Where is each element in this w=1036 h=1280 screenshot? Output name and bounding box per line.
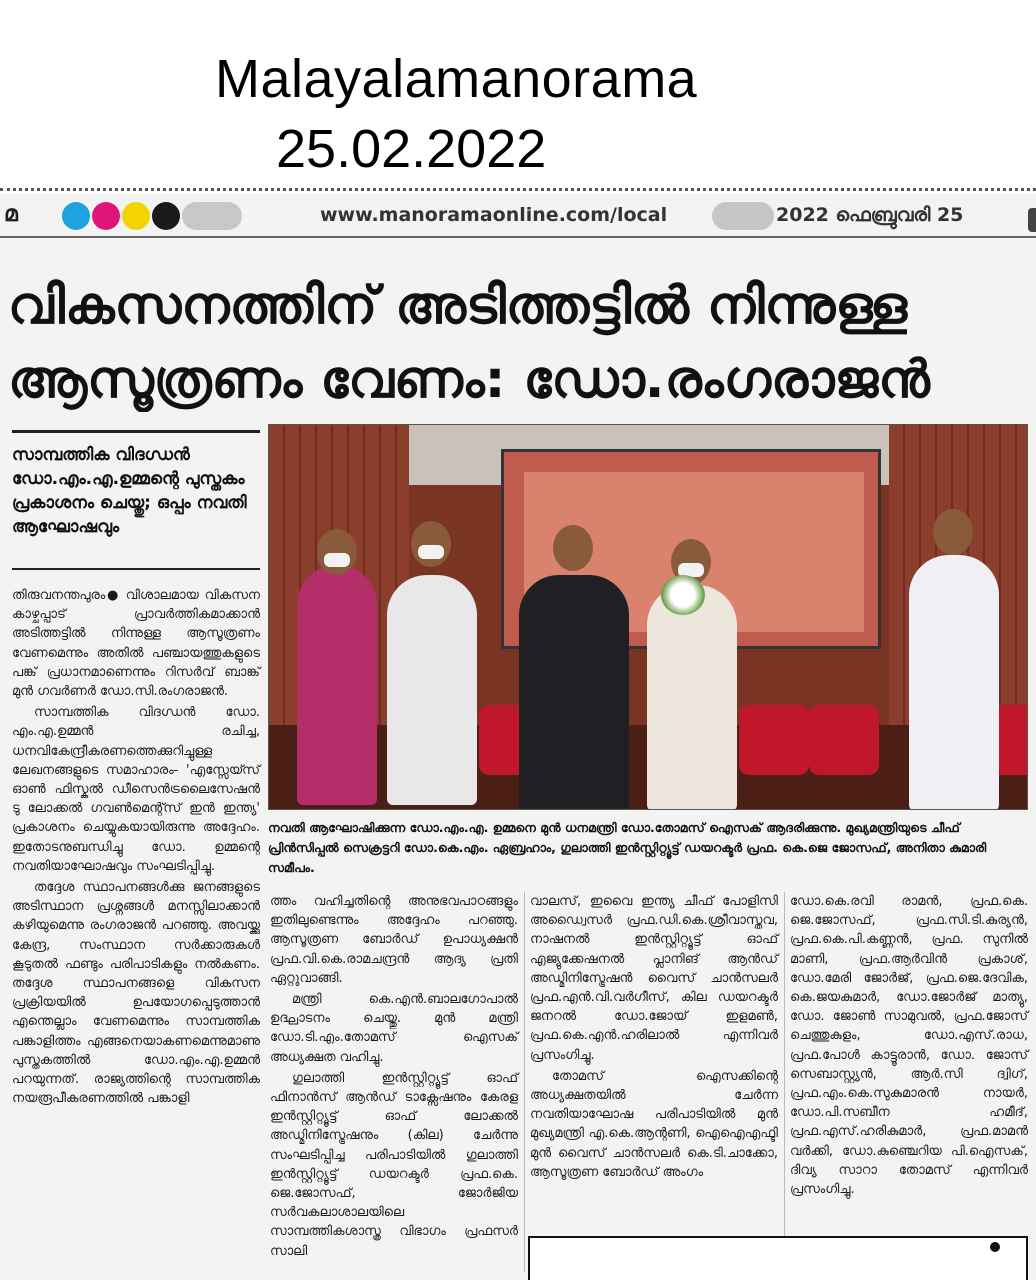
edge-mark bbox=[1028, 208, 1036, 232]
person-head bbox=[317, 529, 357, 575]
event-photo bbox=[268, 424, 1028, 810]
red-chair bbox=[739, 705, 809, 775]
person-man-book bbox=[387, 575, 477, 805]
red-chair bbox=[809, 705, 879, 775]
person-woman bbox=[297, 565, 377, 805]
folio-mark: മ bbox=[4, 202, 18, 227]
registration-dot-black bbox=[152, 202, 180, 230]
headline-line-2: ആസൂത്രണം വേണം: ഡോ.രംഗരാജൻ bbox=[8, 350, 930, 410]
redacted-pill bbox=[712, 202, 774, 230]
article-column-1 bbox=[12, 586, 260, 1110]
paragraph: ത്തം വഹിച്ചതിന്റെ അനുഭവപാഠങ്ങളും ഇതിലുണ്ടെന്നും അദ്ദേഹം പറഞ്ഞു. ആസൂത്രണ ബോർഡ് ഉപാധ്യക്ഷൻ പ്രഫ.വി.കെ.രാമചന്ദ്രൻ ആദ്യ പ്രതി ഏറ്റുവാങ്ങി. bbox=[270, 894, 518, 986]
header-rule bbox=[0, 236, 1036, 238]
page-header-strip bbox=[0, 196, 1036, 236]
paragraph: മന്ത്രി കെ.എൻ.ബാലഗോപാൽ ഉദ്ഘാടനം ചെയ്തു. മുൻ മന്ത്രി ഡോ.ടി.എം.തോമസ് ഐസക് അധ്യക്ഷത വഹിച്ചു. bbox=[270, 992, 518, 1065]
page-date: 2022 ഫെബ്രുവരി 25 bbox=[776, 204, 964, 226]
paragraph: ഡോ.കെ.രവി രാമൻ, പ്രഫ.കെ. ജെ.ജോസഫ്, പ്രഫ.സി.ടി.കുര്യൻ, പ്രഫ.കെ.പി.കണ്ണൻ, പ്രഫ. സുനിൽ മാണി, പ്രഫ.ആർവിൻ പ്രകാശ്, ഡോ.മേരി ജോർജ്, പ്രഫ.ജെ.ദേവിക, കെ.ജയകുമാർ, ഡോ.ജോർജ് മാത്യു, ഡോ. ജോൺ സാമുവൽ, പ്രഫ.ജോസ് ചെത്തുകുളം, ഡോ.എസ്.രാധ, പ്രഫ.പോൾ കാട്ടൂരാൻ, ഡോ. ജോസ് സെബാസ്റ്റ്യൻ, ആർ.സി ദ്വിഗ്, പ്രഫ.എം.കെ.സുകുമാരൻ നായർ, ഡോ.പി.സബീന ഹമീദ്, പ്രഫ.എസ്.ഹരികുമാർ, പ്രഫ.മാമൻ വർക്കി, ഡോ.കുഞ്ചെറിയ പി.ഐസക്, ദിവ്യ സാറാ തോമസ് എന്നിവർ പ്രസംഗിച്ചു. bbox=[790, 894, 1028, 1198]
kicker-box: സാമ്പത്തിക വിദഗ്ധൻ ഡോ.എം.എ.ഉമ്മന്റെ പുസ്തകം പ്രകാശനം ചെയ്തു; ഒപ്പം നവതി ആഘോഷവും bbox=[12, 430, 260, 570]
paragraph: ഗുലാത്തി ഇൻസ്റ്റിറ്റ്യൂട്ട് ഓഫ് ഫിനാൻസ് ആൻഡ് ടാക്സേഷനും കേരള ഇൻസ്റ്റിറ്റ്യൂട്ട് ഓഫ് ലോക്കൽ അഡ്മിനിസ്ട്രേഷനും (കില) ചേർന്നു സംഘടിപ്പിച്ച പരിപാടിയിൽ ഗുലാത്തി ഇൻസ്റ്റിറ്റ്യൂട്ട് ഡയറക്ടർ പ്രഫ.കെ. ജെ.ജോസഫ്, ജോർജിയ സർവകലാശാലയിലെ സാമ്പത്തികശാസ്ത്ര വിഭാഗം പ്രഫസർ സാലി bbox=[270, 1070, 518, 1259]
column-rule bbox=[784, 892, 785, 1272]
face-mask bbox=[418, 545, 444, 559]
registration-marks bbox=[62, 202, 242, 230]
paragraph: വാലസ്, ഇവൈ ഇന്ത്യ ചീഫ് പോളിസി അഡ്വൈസർ പ്രഫ.ഡി.കെ.ശ്രീവാസ്തവ, നാഷനൽ ഇൻസ്റ്റിറ്റ്യൂട്ട് ഓഫ് എജ്യുക്കേഷനൽ പ്ലാനിങ് ആൻഡ് അഡ്മിനിസ്ട്രേഷൻ വൈസ് ചാൻസലർ പ്രഫ.എൻ.വി.വർഗീസ്, കില ഡയറക്ടർ ജനറൽ ഡോ.ജോയ് ഇളമൺ, പ്രഫ.കെ.എൻ.ഹരിലാൽ എന്നിവർ പ്രസംഗിച്ചു. bbox=[530, 894, 778, 1063]
person-man-right bbox=[909, 555, 999, 810]
newspaper-name: Malayalamanorama bbox=[215, 49, 698, 109]
person-man-black bbox=[519, 575, 629, 810]
publication-date: 25.02.2022 bbox=[276, 119, 547, 179]
paragraph: തോമസ് ഐസക്കിന്റെ അധ്യക്ഷതയിൽ ചേർന്ന നവതിയാഘോഷ പരിപാടിയിൽ മുൻ മുഖ്യമന്ത്രി എ.കെ.ആന്റണി, ഐഐഎഫ്ടി മുൻ വൈസ് ചാൻസലർ കെ.ടി.ചാക്കോ, ആസൂത്രണ ബോർഡ് അംഗം bbox=[530, 1068, 778, 1180]
person-head bbox=[411, 521, 451, 567]
headline-line-1: വികസനത്തിന് അടിത്തട്ടിൽ നിന്നുള്ള bbox=[8, 276, 908, 336]
image-caption-area bbox=[0, 0, 1036, 190]
face-mask bbox=[324, 553, 350, 567]
flower-bouquet bbox=[661, 575, 705, 615]
website-url: www.manoramaonline.com/local bbox=[320, 204, 668, 226]
person-honoree bbox=[647, 585, 737, 810]
article-column-4 bbox=[790, 892, 1028, 1201]
person-head bbox=[553, 525, 593, 571]
person-head bbox=[933, 509, 973, 555]
next-article-box bbox=[528, 1236, 1028, 1280]
paragraph: തദ്ദേശ സ്ഥാപനങ്ങൾക്കു ജനങ്ങളുടെ അടിസ്ഥാന പ്രശ്നങ്ങൾ മനസ്സിലാക്കാൻ കഴിയുമെന്നു രംഗരാജൻ പറഞ്ഞു. അവയ്ക്കു കേന്ദ്ര, സംസ്ഥാന സർക്കാരുകൾ കൂടുതൽ ഫണ്ടും പരിപാടികളും നൽകണം. തദ്ദേശ സ്ഥാപനങ്ങളെ വികസന പ്രക്രിയയിൽ ഉപയോഗപ്പെടുത്താൻ എന്തെല്ലാം വേണമെന്നും സാമ്പത്തിക പങ്കാളിത്തം എങ്ങനെയാകണമെന്നുമാണു പുസ്തകത്തിൽ ഡോ.എം.എ.ഉമ്മൻ പറയുന്നത്. രാജ്യത്തിന്റെ സാമ്പത്തിക നയരൂപീകരണത്തിൽ പങ്കാളി bbox=[12, 880, 260, 1107]
registration-dot-cyan bbox=[62, 202, 90, 230]
paragraph: തിരുവനന്തപുരം● വിശാലമായ വികസന കാഴ്ചപ്പാട് പ്രാവർത്തികമാക്കാൻ അടിത്തട്ടിൽ നിന്നുള്ള ആസൂത്രണം വേണമെന്നും അതിൽ പഞ്ചായത്തുകളുടെ പങ്ക് പ്രധാനമാണെന്നും റിസർവ് ബാങ്ക് മുൻ ഗവർണർ ഡോ.സി.രംഗരാജൻ. bbox=[12, 588, 260, 700]
registration-dot-yellow bbox=[122, 202, 150, 230]
column-rule bbox=[524, 892, 525, 1272]
paragraph: സാമ്പത്തിക വിദഗ്ധൻ ഡോ. എം.എ.ഉമ്മൻ രചിച്ച, ധനവികേന്ദ്രീകരണത്തെക്കുറിച്ചുള്ള ലേഖനങ്ങളുടെ സമാഹാരം- 'എസ്സേയ്സ് ഓൺ ഫിസ്കൽ ഡീസെൻട്രലൈസേഷൻ ടു ലോക്കൽ ഗവൺമെന്റ്സ് ഇൻ ഇന്ത്യ' പ്രകാശനം ചെയ്യുകയായിരുന്നു അദ്ദേഹം. ഇതോടനുബന്ധിച്ചു ഡോ. ഉമ്മന്റെ നവതിയാഘോഷവും സംഘടിപ്പിച്ചു. bbox=[12, 705, 260, 874]
registration-pill bbox=[182, 202, 242, 230]
article-column-3 bbox=[530, 892, 778, 1184]
registration-dot-magenta bbox=[92, 202, 120, 230]
dotted-divider bbox=[0, 188, 1036, 191]
photo-caption: നവതി ആഘോഷിക്കുന്ന ഡോ.എം.എ. ഉമ്മനെ മുൻ ധനമന്ത്രി ഡോ.തോമസ് ഐസക് ആദരിക്കുന്നു. മുഖ്യമന്ത്രിയുടെ ചീഫ് പ്രിൻസിപ്പൽ സെക്രട്ടറി ഡോ.കെ.എം. ഏബ്രഹാം, ഗുലാത്തി ഇൻസ്റ്റിറ്റ്യൂട്ട് ഡയറക്ടർ പ്രഫ. കെ.ജെ ജോസഫ്, അനിതാ കുമാരി സമീപം. bbox=[268, 820, 987, 875]
article-column-2 bbox=[270, 892, 518, 1263]
